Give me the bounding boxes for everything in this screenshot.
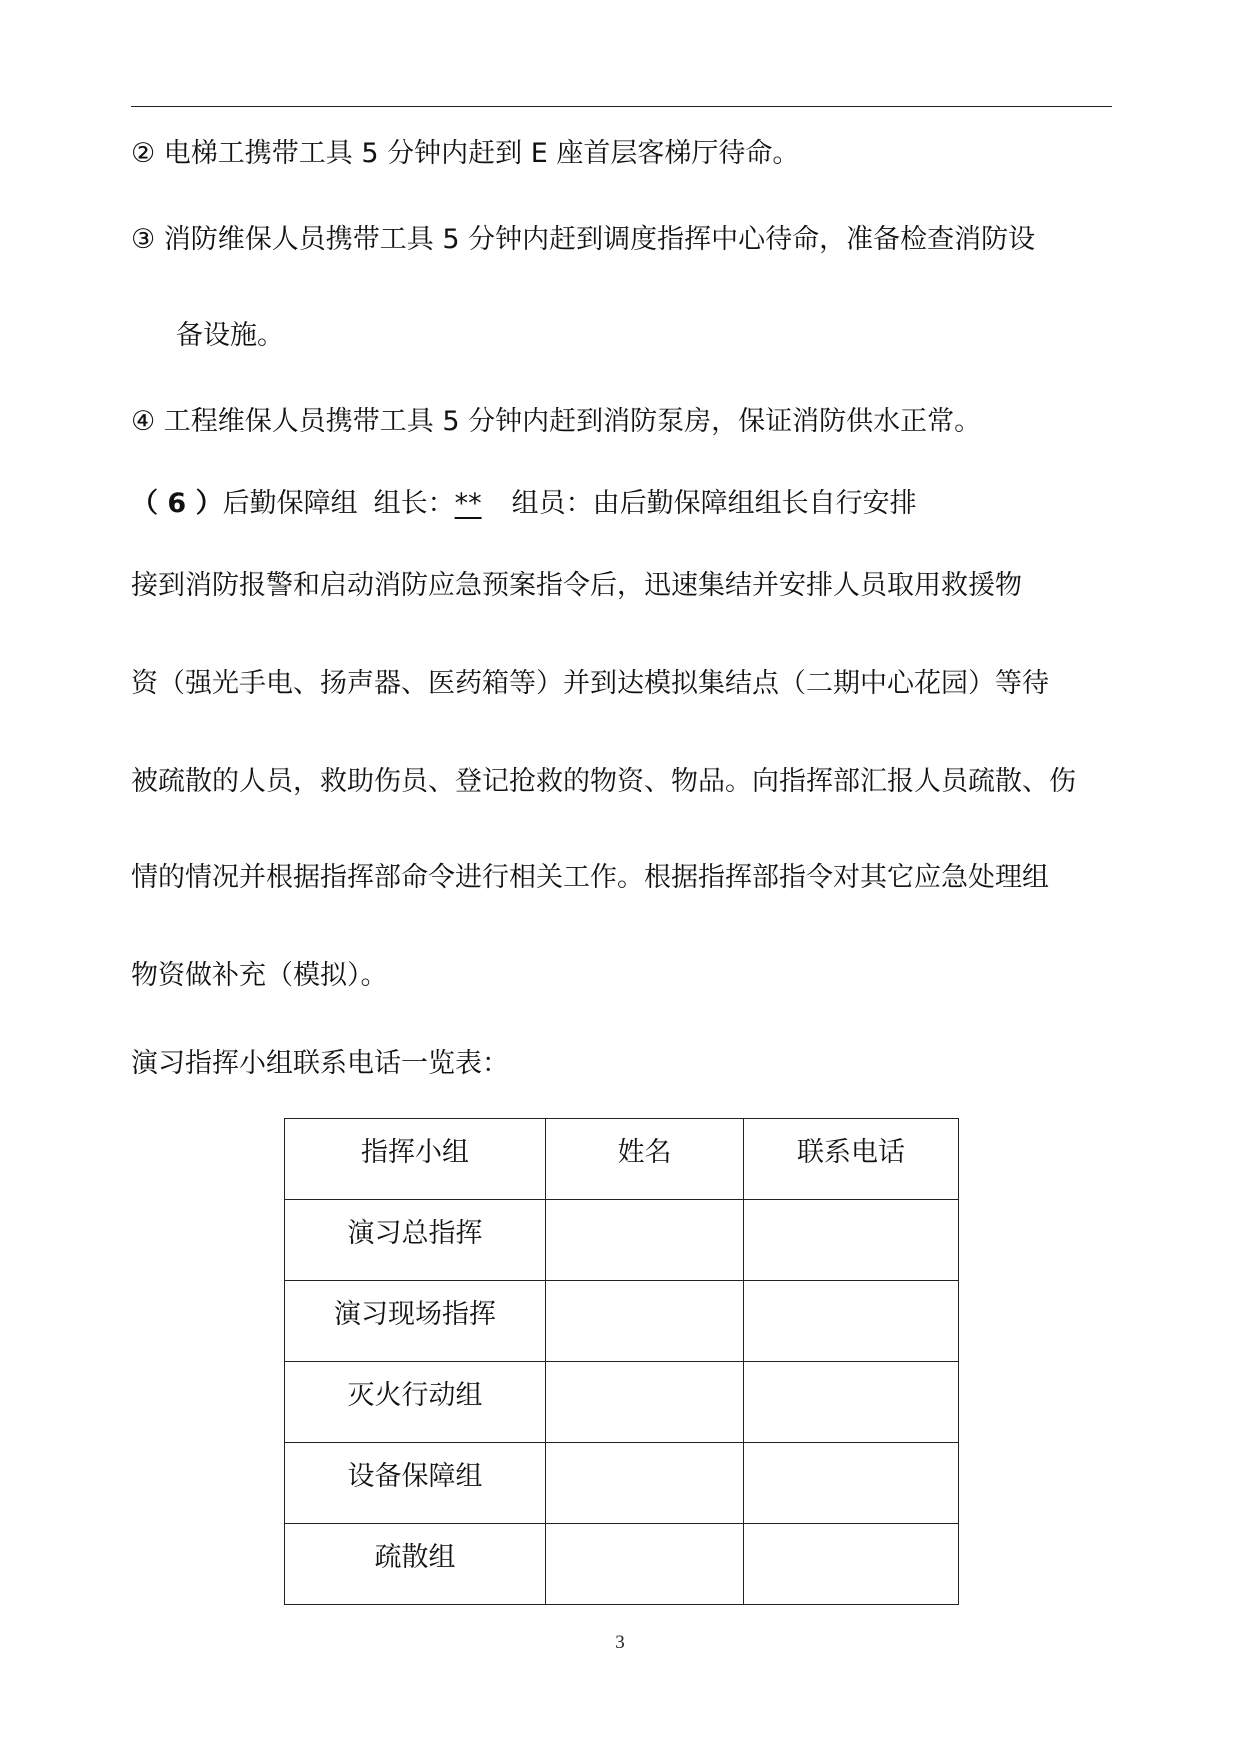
section-number: （ 6 ） (131, 488, 223, 519)
header-name: 姓名 (546, 1119, 744, 1200)
cell-name (546, 1524, 744, 1605)
body-line-5: 物资做补充（模拟）。 (131, 960, 388, 991)
page-number: 3 (615, 1632, 625, 1653)
table-row (285, 1443, 959, 1524)
body-line-3: 被疏散的人员，救助伤员、登记抢救的物资、物品。向指挥部汇报人员疏散、伤 (131, 766, 1076, 797)
table-row (285, 1281, 959, 1362)
leader-value: ** (454, 488, 482, 519)
table-caption: 演习指挥小组联系电话一览表： (131, 1048, 509, 1079)
cell-group: 演习现场指挥 (285, 1281, 546, 1362)
section-6-heading (131, 486, 917, 522)
cell-name (546, 1362, 744, 1443)
cell-group: 演习总指挥 (285, 1200, 546, 1281)
members-text: 组员：由后勤保障组组长自行安排 (511, 488, 917, 519)
body-line-1: 接到消防报警和启动消防应急预案指令后，迅速集结并安排人员取用救援物 (131, 570, 1022, 601)
section-title: 后勤保障组 (222, 488, 358, 519)
cell-name (546, 1200, 744, 1281)
cell-group: 疏散组 (285, 1524, 546, 1605)
cell-name (546, 1443, 744, 1524)
header-phone: 联系电话 (744, 1119, 959, 1200)
paragraph-engineering: ④ 工程维保人员携带工具 5 分钟内赶到消防泵房，保证消防供水正常。 (131, 406, 982, 437)
contact-table (284, 1118, 959, 1605)
paragraph-fire-maintenance-cont: 备设施。 (176, 320, 284, 351)
cell-phone (744, 1200, 959, 1281)
header-group: 指挥小组 (285, 1119, 546, 1200)
cell-name (546, 1281, 744, 1362)
cell-group: 灭火行动组 (285, 1362, 546, 1443)
body-line-2: 资（强光手电、扬声器、医药箱等）并到达模拟集结点（二期中心花园）等待 (131, 668, 1049, 699)
paragraph-fire-maintenance: ③ 消防维保人员携带工具 5 分钟内赶到调度指挥中心待命，准备检查消防设 (131, 224, 1036, 255)
table-header-row (285, 1119, 959, 1200)
cell-phone (744, 1362, 959, 1443)
table-row (285, 1200, 959, 1281)
header-rule (131, 106, 1112, 107)
cell-phone (744, 1443, 959, 1524)
cell-phone (744, 1281, 959, 1362)
table-row (285, 1362, 959, 1443)
body-line-4: 情的情况并根据指挥部命令进行相关工作。根据指挥部指令对其它应急处理组 (131, 862, 1049, 893)
table-row (285, 1524, 959, 1605)
cell-group: 设备保障组 (285, 1443, 546, 1524)
leader-label: 组长： (373, 488, 455, 519)
paragraph-elevator: ② 电梯工携带工具 5 分钟内赶到 E 座首层客梯厅待命。 (131, 138, 800, 169)
cell-phone (744, 1524, 959, 1605)
